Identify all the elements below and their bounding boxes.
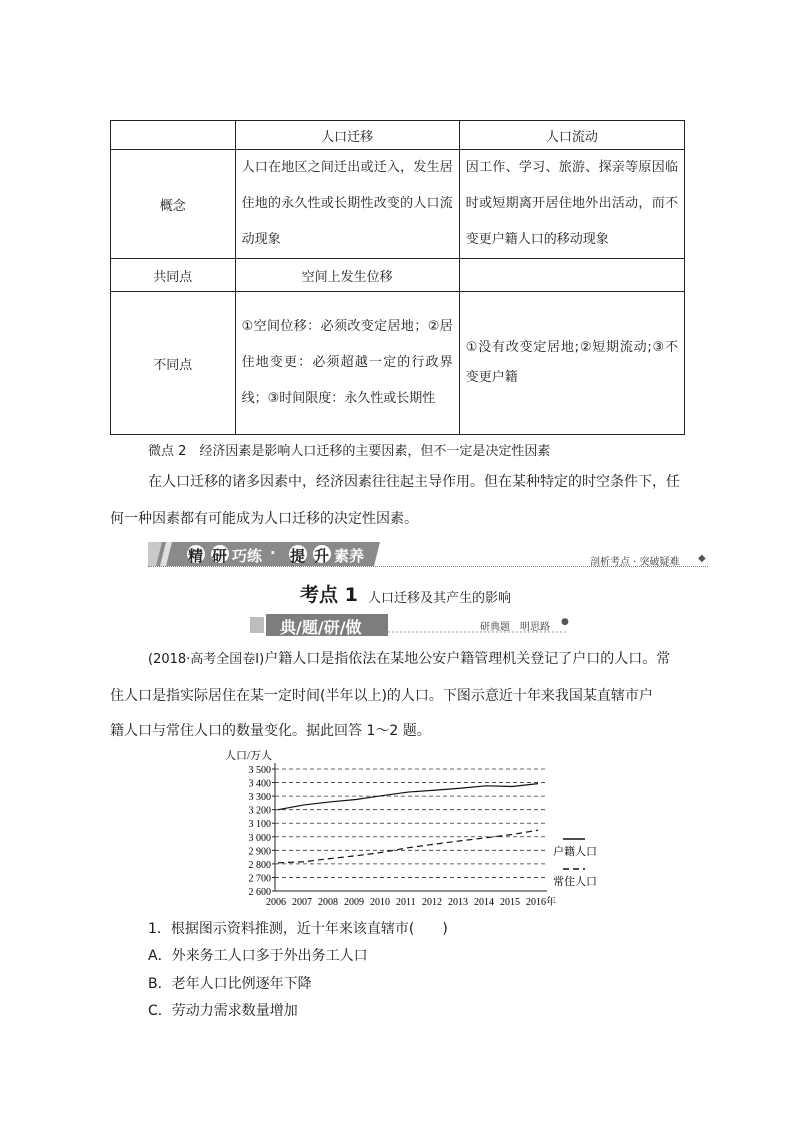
x-tick-label: 2006	[266, 897, 286, 908]
sub-banner	[250, 614, 570, 636]
series-line	[278, 784, 538, 810]
y-tick-label: 2 800	[248, 859, 271, 871]
kaodian-title: 考点 1	[300, 584, 358, 606]
option-a: A．外来务工人口多于外出务工人口	[148, 948, 368, 964]
x-tick-label: 2012	[422, 897, 442, 908]
table-cell	[459, 259, 684, 292]
x-tick-label: 2015	[500, 897, 520, 908]
y-tick-label: 3 200	[248, 805, 271, 817]
banner-char: 提	[290, 547, 306, 565]
row-label: 共同点	[111, 259, 236, 292]
legend-label: 常住人口	[553, 876, 597, 888]
banner-char: 精	[188, 547, 204, 565]
comparison-table	[110, 120, 685, 435]
banner-right-text: 剖析考点 · 突破疑难	[590, 557, 680, 568]
banner-char: ·	[270, 544, 276, 562]
question-intro-text: 户籍人口是指依法在某地公安户籍管理机关登记了户口的人口。常	[264, 651, 671, 667]
y-tick-label: 3 300	[248, 792, 271, 804]
y-tick-label: 2 900	[248, 846, 271, 858]
question-stem: 1．根据图示资料推测，近十年来该直辖市( )	[148, 921, 448, 937]
option-b: B．老年人口比例逐年下降	[148, 976, 312, 992]
sub-banner-right: 研典题 明思路	[480, 622, 550, 633]
diamond-icon: ◆	[698, 553, 706, 564]
dotted-divider	[148, 566, 708, 567]
banner-char: 巧练	[232, 547, 263, 565]
legend-label: 户籍人口	[553, 846, 597, 858]
y-tick-label: 2 700	[248, 873, 271, 885]
x-tick-label: 2010	[370, 897, 390, 908]
kaodian-subtitle: 人口迁移及其产生的影响	[368, 591, 512, 606]
banner-char: 素养	[334, 547, 365, 565]
question-source: (2018·高考全国卷Ⅰ)	[148, 652, 265, 667]
population-line-chart	[225, 745, 605, 915]
x-tick-label: 2009	[344, 897, 364, 908]
table-row	[111, 259, 685, 292]
banner-char: 研	[212, 547, 228, 565]
y-axis-label: 人口/万人	[225, 750, 273, 762]
paragraph-line: 何一种因素都有可能成为人口迁移的决定性因素。	[110, 511, 418, 527]
table-row	[111, 150, 685, 259]
x-tick-label: 2016年	[526, 897, 556, 908]
sub-banner-title: 典/题/研/做	[280, 618, 362, 637]
question-intro-line3: 籍人口与常住人口的数量变化。据此回答 1～2 题。	[110, 723, 431, 739]
question-intro-line1	[148, 648, 670, 668]
banner-char: 升	[314, 547, 330, 565]
row-label: 不同点	[111, 292, 236, 435]
table-row	[111, 292, 685, 435]
section-banner	[148, 542, 380, 566]
x-tick-label: 2013	[448, 897, 468, 908]
question-intro-line2: 住人口是指实际居住在某一定时间(半年以上)的人口。下图示意近十年来我国某直辖市户	[110, 688, 653, 704]
x-tick-label: 2008	[318, 897, 338, 908]
weidian-heading: 微点 2 经济因素是影响人口迁移的主要因素，但不一定是决定性因素	[148, 444, 551, 459]
paragraph-line: 在人口迁移的诸多因素中，经济因素往往起主导作用。但在某种特定的时空条件下，任	[148, 474, 680, 490]
y-tick-label: 3 400	[248, 778, 271, 790]
table-cell: 人口在地区之间迁出或迁入，发生居住地的永久性或长期性改变的人口流动现象	[235, 150, 459, 259]
y-tick-label: 2 600	[248, 887, 271, 898]
table-cell: 空间上发生位移	[235, 259, 459, 292]
table-header-row	[111, 121, 685, 150]
y-tick-label: 3 100	[248, 819, 271, 831]
y-tick-label: 3 000	[248, 832, 271, 844]
table-header-migration: 人口迁移	[235, 121, 459, 150]
bullet-icon: ●	[561, 617, 569, 627]
table-header-empty	[111, 121, 236, 150]
series-line	[278, 830, 538, 863]
x-tick-label: 2011	[396, 897, 416, 908]
y-tick-label: 3 500	[248, 765, 271, 776]
x-tick-label: 2014	[474, 897, 494, 908]
table-cell: ①没有改变定居地;②短期流动;③不变更户籍	[459, 292, 684, 435]
table-header-flow: 人口流动	[459, 121, 684, 150]
row-label: 概念	[111, 150, 236, 259]
option-c: C．劳动力需求数量增加	[148, 1003, 298, 1019]
table-cell: ①空间位移：必须改变定居地；②居住地变更：必须超越一定的行政界线；③时间限度：永久性或长期性	[235, 292, 459, 435]
table-cell: 因工作、学习、旅游、探亲等原因临时或短期离开居住地外出活动，而不变更户籍人口的移动现象	[459, 150, 684, 259]
x-tick-label: 2007	[292, 897, 312, 908]
